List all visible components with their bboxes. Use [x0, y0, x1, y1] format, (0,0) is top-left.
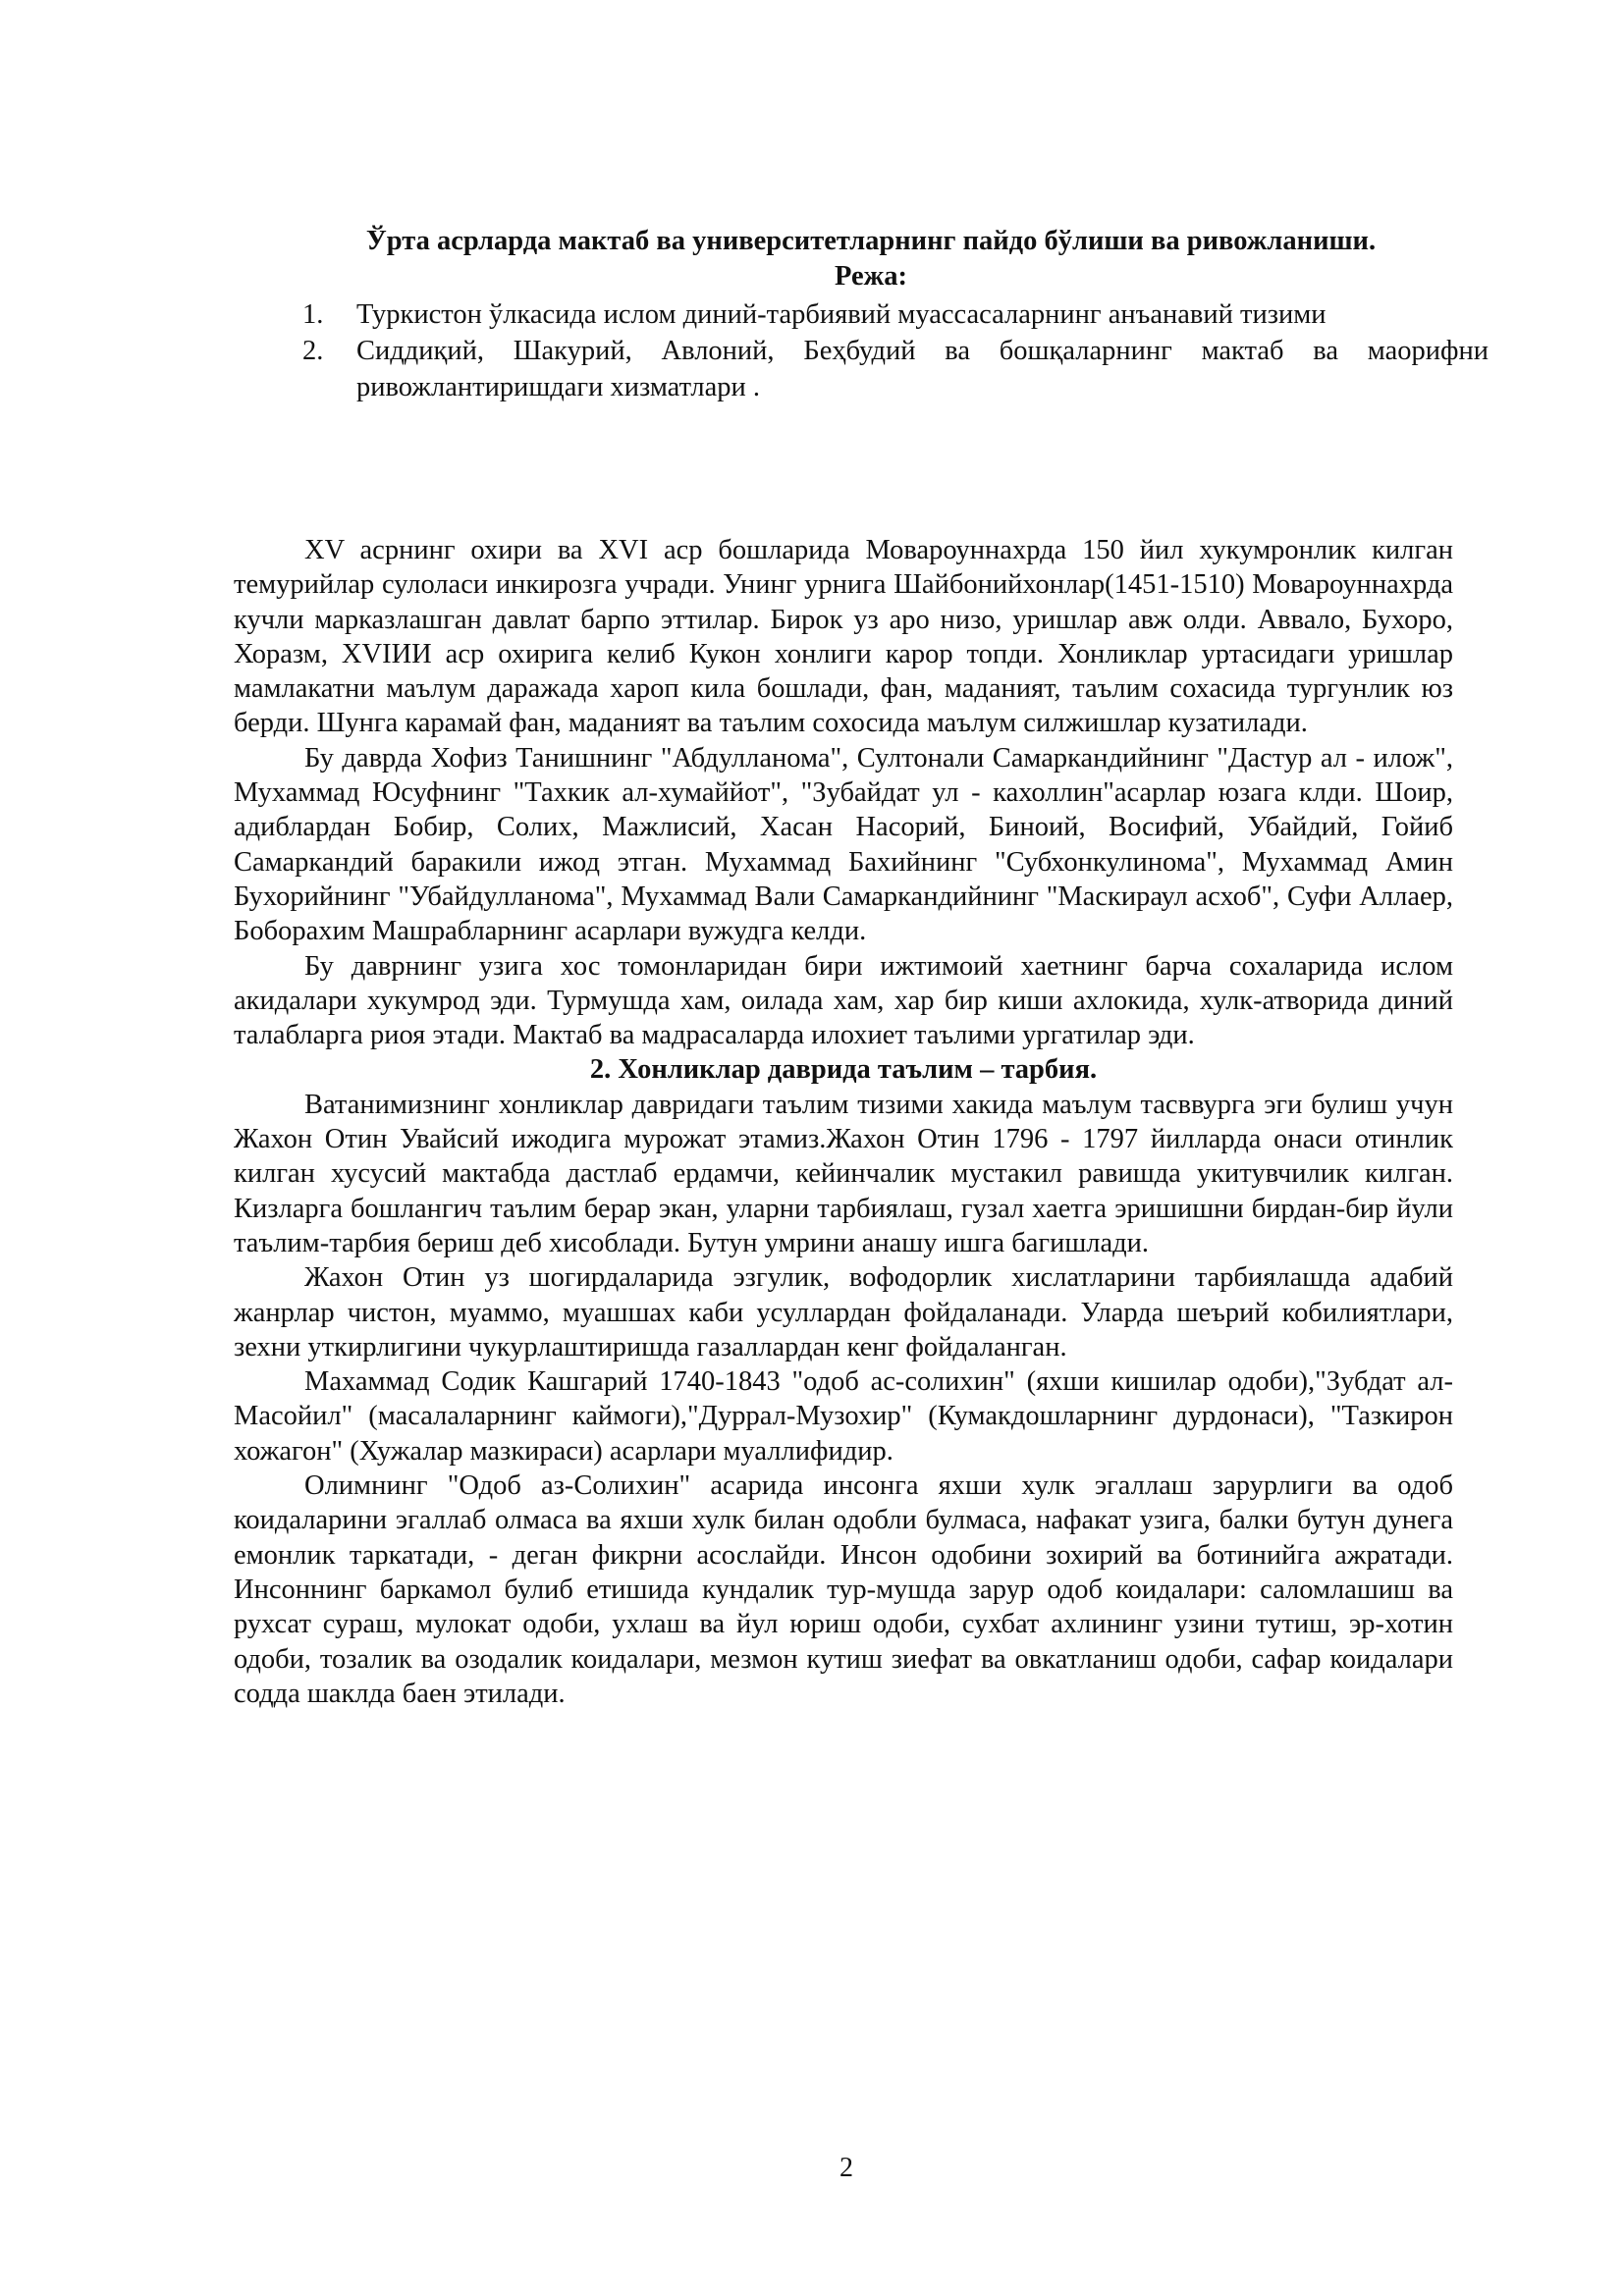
document-body [234, 533, 1453, 1711]
plan-item [234, 296, 1469, 333]
plan-heading: Режа: [834, 261, 908, 292]
plan-item-number: 2. [302, 336, 324, 366]
document-title: Ўрта асрларда мактаб ва университетларнинг пайдо бўлиши ва ривожланиши. [365, 226, 1377, 256]
document-header [234, 224, 1489, 405]
plan-item [234, 333, 1489, 405]
paragraph: Жахон Отин уз шогирдаларида эзгулик, вофодорлик хислатларини тарбиялашда адабий жанрлар чистон, муаммо, муашшах каби усуллардан фойдаланади. Уларда шеърий кобилиятлари, зехни уткирлигини чукурлаштиришда газаллардан кенг фойдаланган. [234, 1262, 1453, 1362]
paragraph: Бу даврнинг узига хос томонларидан бири ижтимоий хаетнинг барча сохаларида ислом акидалари хукумрод эди. Турмушда хам, оилада хам, хар бир киши ахлокида, хулк-атворида диний талабларга риоя этади. Мактаб ва мадрасаларда илохиет таълими ургатилар эди. [234, 950, 1453, 1051]
page-number: 2 [839, 2153, 853, 2183]
paragraph: Бу даврда Хофиз Танишнинг "Абдулланома", Султонали Самаркандийнинг "Дастур ал - илож", Мухаммад Юсуфнинг "Тахкик ал-хумаййот", "Зубайдат ул - кахоллин"асарлар юзага клди. Шоир, адиблардан Бобир, Солих, Мажлисий, Хасан Насорий, Биноий, Восифий, Убайдий, Гойиб Самаркандий баракили ижод этган. Мухаммад Бахийнинг "Субхонкулинома", Мухаммад Амин Бухорийнинг "Убайдулланома", Мухаммад Вали Самаркандийнинг "Маскираул асхоб", Суфи Аллаер, Боборахим Машрабларнинг асарлари вужудга келди. [234, 742, 1453, 947]
plan-item-text: Сиддиқий, Шакурий, Авлоний, Беҳбудий ва бошқаларнинг мактаб ва маорифни ривожлантиришдаги хизматлари . [356, 336, 1489, 402]
paragraph: XV асрнинг охири ва XVI аср бошларида Мовароуннахрда 150 йил хукумронлик килган темурийлар сулоласи инкирозга учради. Унинг урнига Шайбонийхонлар(1451-1510) Мовароуннахрда кучли марказлашган давлат барпо эттилар. Бирок уз аро низо, уришлар авж олди. Аввало, Бухоро, Хоразм, XVIИИ аср охирига келиб Кукон хонлиги карор топди. Хонликлар уртасидаги уришлар мамлакатни маълум даражада хароп кила бошлади, фан, маданият, таълим сохасида тургунлик юз берди. Шунга карамай фан, маданият ва таълим сохосида маълум силжишлар кузатилади. [234, 535, 1453, 739]
plan-item-text: Туркистон ўлкасида ислом диний-тарбиявий муассасаларнинг анъанавий тизими [356, 299, 1326, 330]
paragraph: Олимнинг "Одоб аз-Солихин" асарида инсонга яхши хулк эгаллаш зарурлиги ва одоб коидаларини эгаллаб олмаса ва яхши хулк билан одобли булмаса, нафакат узига, балки бутун дунега емонлик таркатади, - деган фикрни асослайди. Инсон одобини зохирий ва ботинийга ажратади. Инсоннинг баркамол булиб етишида кундалик тур-мушда зарур одоб коидалари: саломлашиш ва рухсат сураш, мулокат одоби, ухлаш ва йул юриш одоби, сухбат ахлининг узини тутиш, эр-хотин одоби, тозалик ва озодалик коидалари, мезмон кутиш зиефат ва овкатланиш одоби, сафар коидалари содда шаклда баен этилади. [234, 1470, 1453, 1709]
paragraph: Ватанимизнинг хонликлар давридаги таълим тизими хакида маълум тасввурга эги булиш учун Жахон Отин Увайсий ижодига мурожат этамиз.Жахон Отин 1796 - 1797 йилларда онаси отинлик килган хусусий мактабда дастлаб ердамчи, кейинчалик мустакил равишда укитувчилик килган. Кизларга бошлангич таълим берар экан, уларни тарбиялаш, гузал хаетга эришишни бирдан-бир йули таълим-тарбия бериш деб хисоблади. Бутун умрини анашу ишга багишлади. [234, 1089, 1453, 1258]
plan-list [234, 296, 1489, 405]
section-heading: 2. Хонликлар даврида таълим – тарбия. [589, 1054, 1098, 1086]
paragraph: Махаммад Содик Кашгарий 1740-1843 "одоб ас-солихин" (яхши кишилар одоби),"Зубдат ал-Масойил" (масалаларнинг каймоги),"Дуррал-Музохир" (Кумакдошларнинг дурдонаси), "Тазкирон хожагон" (Хужалар мазкираси) асарлари муаллифидир. [234, 1366, 1453, 1467]
plan-item-number: 1. [302, 299, 324, 330]
